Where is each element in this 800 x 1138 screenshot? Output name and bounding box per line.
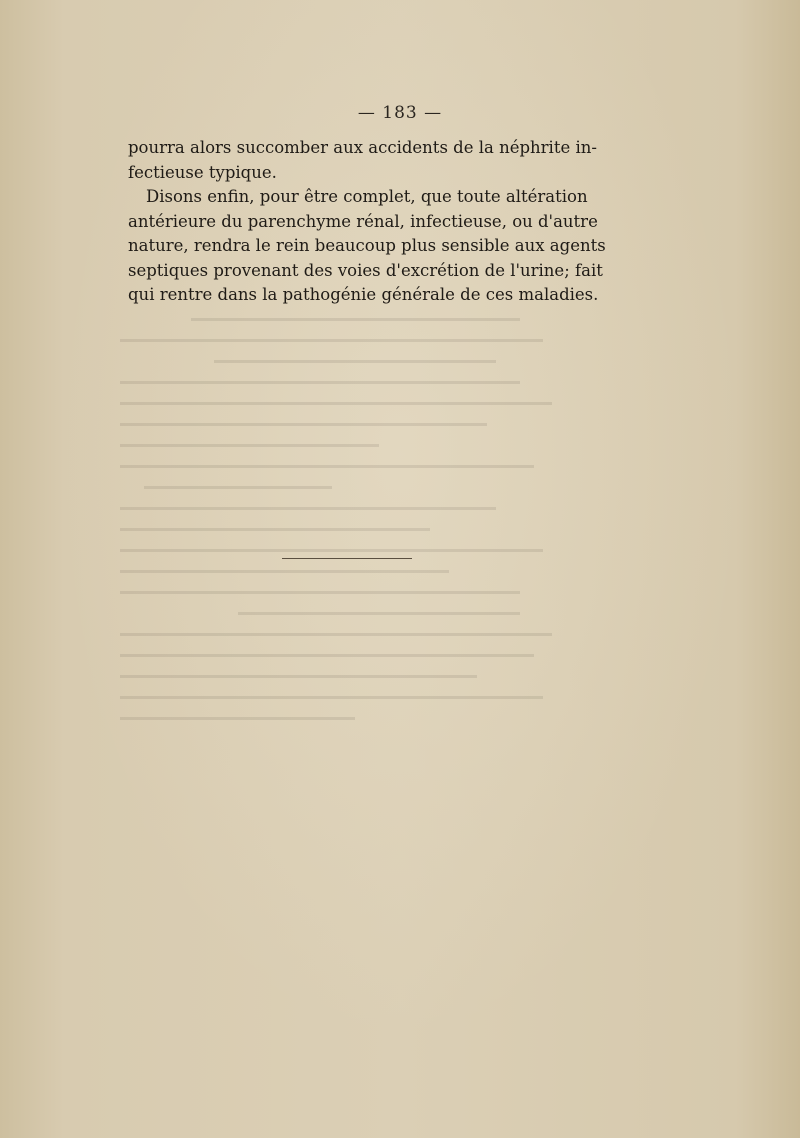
text-line: pourra alors succomber aux accidents de la néphrite in- xyxy=(128,138,597,157)
bleed-through-shadow xyxy=(120,300,590,900)
text-line: nature, rendra le rein beaucoup plus sensible aux agents xyxy=(128,236,606,255)
section-rule xyxy=(282,558,412,559)
page-number: — 183 — xyxy=(357,103,443,123)
body-text xyxy=(128,136,606,308)
paragraph-2 xyxy=(128,185,606,308)
text-line: septiques provenant des voies d'excrétion de l'urine; fait xyxy=(128,260,603,280)
paragraph-1 xyxy=(128,136,597,185)
text-line: qui rentre dans la pathogénie générale de ces maladies. xyxy=(128,285,599,304)
text-line: antérieure du parenchyme rénal, infectieuse, ou d'autre xyxy=(128,211,598,231)
text-line: Disons enfin, pour être complet, que toute altération xyxy=(146,187,588,206)
text-line: fectieuse typique. xyxy=(128,162,277,182)
